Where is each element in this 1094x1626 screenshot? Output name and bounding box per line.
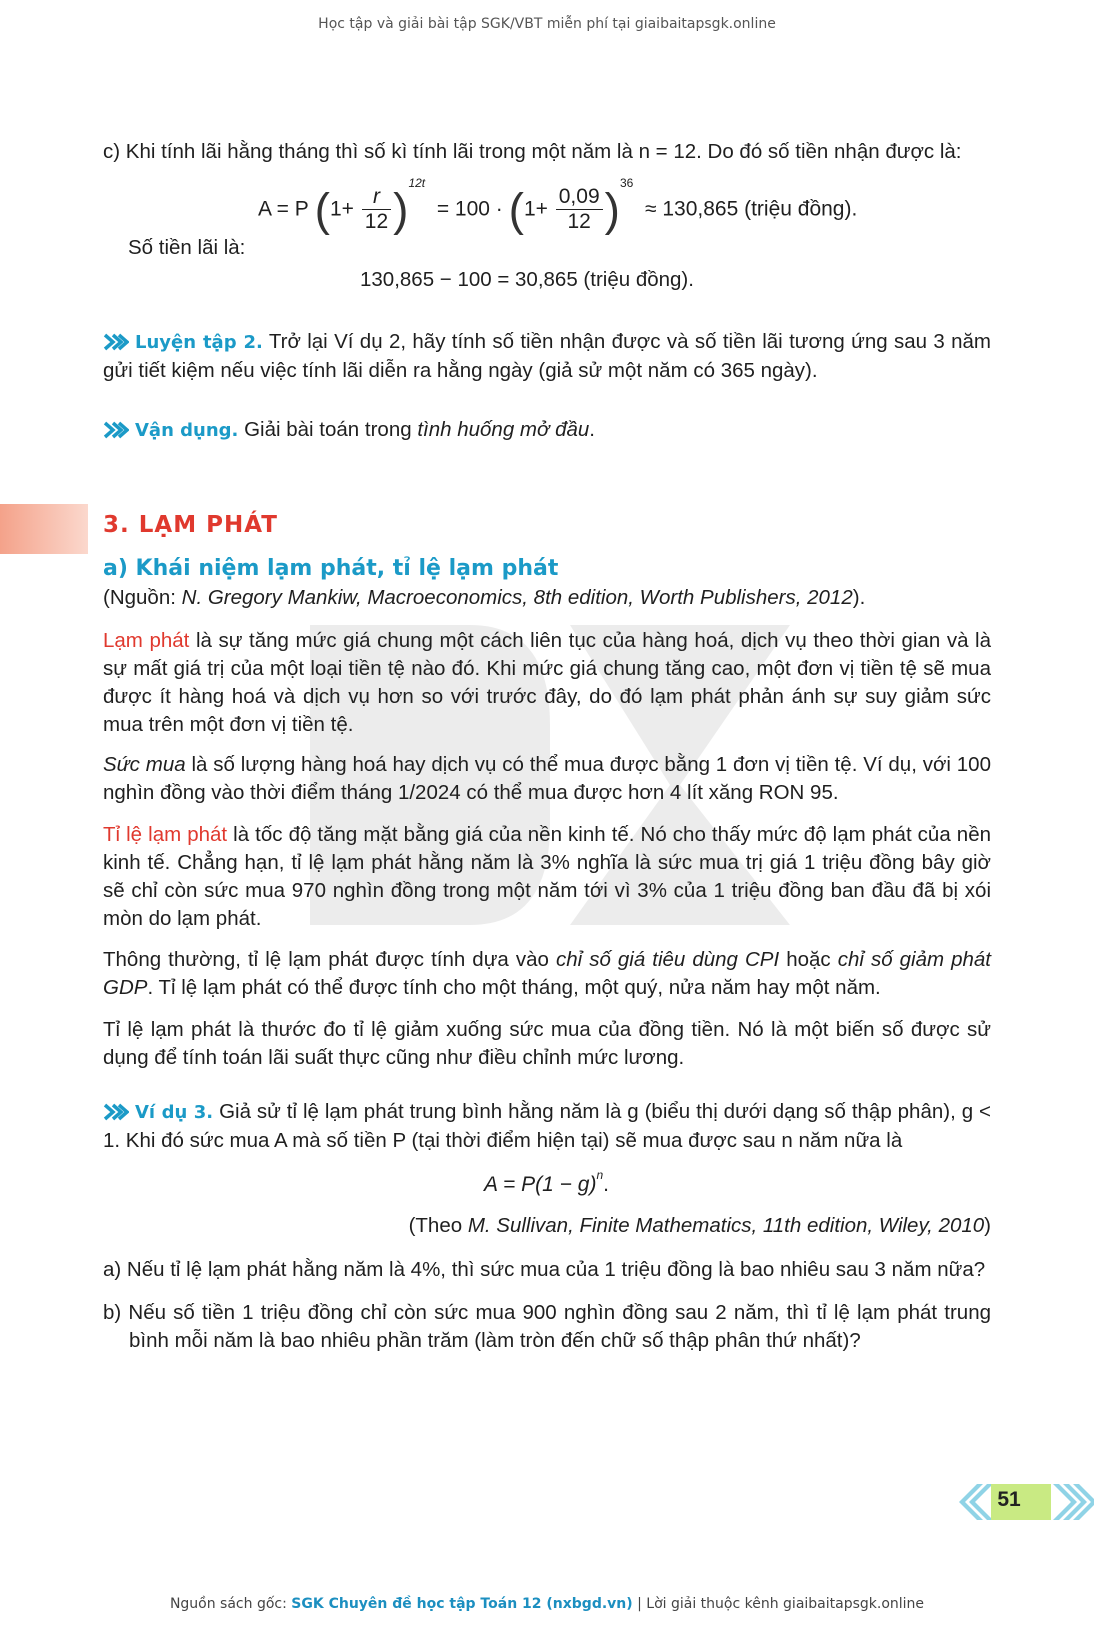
compound-formula: A = P (1+ $\frac{r}{12}$ )$^{12t}$ = 100 · (1+ $\frac{0,09}{12}$ )$^{36}$ ≈ 130,865 (triệu đồng). <box>258 176 858 236</box>
exponent-12t: 12t <box>408 176 426 190</box>
question-b: b) Nếu số tiền 1 triệu đồng chỉ còn sức mua 900 nghìn đồng sau 2 năm, thì tỉ lệ lạm phát trung bình mỗi năm là bao nhiêu phần trăm (làm tròn đến chữ số thập phân thứ nhất)? <box>103 1301 991 1352</box>
page-footer: Nguồn sách gốc: SGK Chuyên đề học tập Toán 12 (nxbgd.vn) | Lời giải thuộc kênh giaibaitapsgk.online <box>169 1596 925 1612</box>
example-text: Giả sử tỉ lệ lạm phát trung bình hằng năm là g (biểu thị dưới dạng số thập phân), g < 1. Khi đó sức mua A mà số tiền P (tại thời điểm hiện tại) sẽ mua được sau n năm nữa là <box>103 1100 991 1152</box>
para-cpi: Thông thường, tỉ lệ lạm phát được tính dựa vào chỉ số giá tiêu dùng CPI hoặc chỉ số giảm phát GDP. Tỉ lệ lạm phát có thể được tính cho một tháng, một quý, nửa năm hay một năm. <box>103 948 991 999</box>
term-inflation: Lạm phát <box>103 629 190 652</box>
example-tag: Ví dụ 3. <box>135 1102 214 1123</box>
para-measure: Tỉ lệ lạm phát là thước đo tỉ lệ giảm xuống sức mua của đồng tiền. Nó là một biến số được sử dụng để tính toán lãi suất thực cũng như điều chỉnh mức lương. <box>103 1018 991 1069</box>
term-purchasing-power: Sức mua <box>103 753 186 776</box>
section-subtitle: a) Khái niệm lạm phát, tỉ lệ lạm phát <box>103 556 559 581</box>
apply <box>103 416 991 445</box>
apply-text-end: . <box>589 418 595 441</box>
para-inflation: Lạm phát là sự tăng mức giá chung một cách liên tục của hàng hoá, dịch vụ theo thời gian và là sự mất giá trị của một loại tiền tệ nào đó. Khi mức giá chung tăng cao, một đơn vị tiền tệ sẽ mua được ít hàng hoá và dịch vụ hơn so với trước đây, do đó lạm phát phản ánh sự suy giảm sức mua trên một đơn vị tiền tệ. <box>103 629 992 736</box>
part-c-intro: c) Khi tính lãi hằng tháng thì số kì tính lãi trong một năm là n = 12. Do đó số tiền nhận được là: <box>103 140 962 163</box>
para-inflation-rate: Tỉ lệ lạm phát là tốc độ tăng mặt bằng giá của nền kinh tế. Nó cho thấy mức độ lạm phát của nền kinh tế. Chẳng hạn, tỉ lệ lạm phát hằng năm là 3% nghĩa là sức mua trị giá 1 triệu đồng bây giờ sẽ chỉ còn sức mua 970 nghìn đồng trong một năm tới vì 3% của 1 triệu đồng ban đầu đã bị xói mòn do lạm phát. <box>103 823 991 930</box>
example-reference: (Theo M. Sullivan, Finite Mathematics, 11th edition, Wiley, 2010) <box>408 1214 991 1237</box>
practice-2 <box>103 328 991 385</box>
formula-one2: 1+ <box>523 197 548 221</box>
para-purchasing-power: Sức mua là số lượng hàng hoá hay dịch vụ có thể mua được bằng 1 đơn vị tiền tệ. Ví dụ, với 100 nghìn đồng vào thời điểm tháng 1/2024 có thể mua được hơn 4 lít xăng RON 95. <box>103 753 991 804</box>
double-chevron-icon <box>103 333 129 351</box>
formula-eq2: = 100 · <box>436 197 503 221</box>
term-inflation-rate: Tỉ lệ lạm phát <box>103 823 228 846</box>
page-number: 51 <box>997 1488 1021 1511</box>
practice-tag: Luyện tập 2. <box>135 332 263 353</box>
apply-text: Giải bài toán trong <box>238 418 418 441</box>
question-a: a) Nếu tỉ lệ lạm phát hằng năm là 4%, thì sức mua của 1 triệu đồng là bao nhiêu sau 3 năm nữa? <box>103 1258 986 1281</box>
example-3 <box>103 1098 991 1155</box>
double-chevron-icon <box>103 421 129 439</box>
double-chevron-icon <box>103 1103 129 1121</box>
apply-tag: Vận dụng. <box>135 420 239 441</box>
page-header: Học tập và giải bài tập SGK/VBT miễn phí tại giaibaitapsgk.online <box>318 16 776 32</box>
fraction-r-12: $\frac{r}{12}$ <box>362 185 391 234</box>
formula-lhs: A = P <box>258 197 309 221</box>
formula-one: 1+ <box>329 197 354 221</box>
interest-calc: 130,865 − 100 = 30,865 (triệu đồng). <box>360 268 694 291</box>
formula-result: ≈ 130,865 (triệu đồng). <box>644 197 858 221</box>
section-title: 3. LẠM PHÁT <box>103 512 278 538</box>
apply-text-italic: tình huống mở đầu <box>417 418 590 441</box>
interest-label: Số tiền lãi là: <box>128 236 246 259</box>
inflation-formula: $A = P(1 - g)^n$. <box>484 1168 609 1196</box>
exponent-36: 36 <box>619 176 634 190</box>
practice-text: Trở lại Ví dụ 2, hãy tính số tiền nhận được và số tiền lãi tương ứng sau 3 năm gửi tiết kiệm nếu việc tính lãi diễn ra hằng ngày (giả sử một năm có 365 ngày). <box>103 330 991 382</box>
source-citation: (Nguồn: N. Gregory Mankiw, Macroeconomics, 8th edition, Worth Publishers, 2012). <box>103 586 866 609</box>
section-marker-bar <box>0 504 88 554</box>
fraction-009-12: $\frac{0,09}{12}$ <box>556 185 603 234</box>
